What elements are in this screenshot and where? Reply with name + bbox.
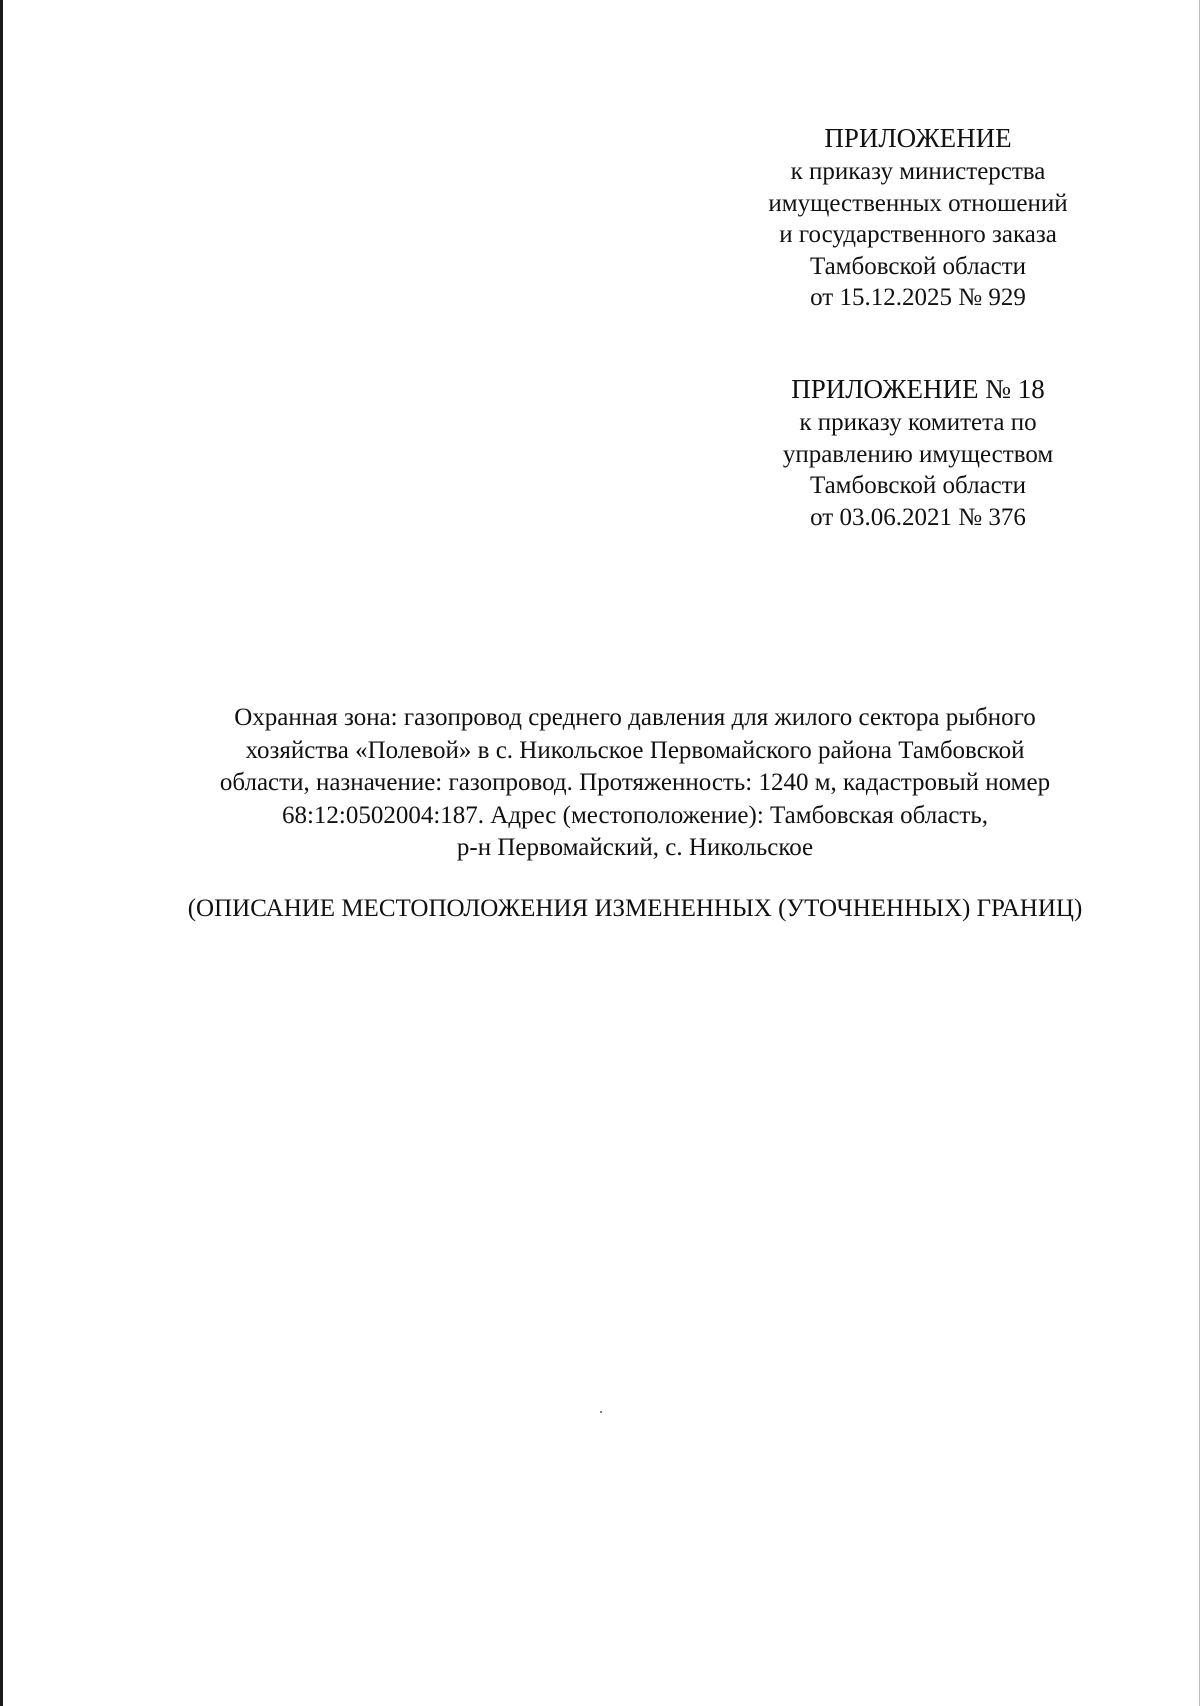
appendix-heading: ПРИЛОЖЕНИЕ № 18 xyxy=(791,374,1045,404)
appendix-order-date: от 15.12.2025 № 929 xyxy=(810,284,1026,311)
appendix-order-line: имущественных отношений xyxy=(768,189,1068,217)
subject-line: хозяйства «Полевой» в с. Никольское Первомайского района Тамбовской xyxy=(245,736,1025,764)
appendix-order-line: Тамбовской области xyxy=(809,252,1027,280)
protection-zone-description xyxy=(150,702,1120,865)
appendix-order-date: от 03.06.2021 № 376 xyxy=(810,503,1026,531)
boundary-description-title: (ОПИСАНИЕ МЕСТОПОЛОЖЕНИЯ ИЗМЕНЕННЫХ (УТОЧНЕННЫХ) ГРАНИЦ) xyxy=(187,895,1083,922)
appendix-order-line: управлению имуществом xyxy=(782,440,1054,468)
subject-line: области, назначение: газопровод. Протяженность: 1240 м, кадастровый номер xyxy=(219,769,1051,796)
appendix-block-current-order xyxy=(703,120,1133,314)
appendix-heading: ПРИЛОЖЕНИЕ xyxy=(824,123,1012,153)
appendix-order-line: к приказу министерства xyxy=(790,158,1046,185)
scan-edge-left xyxy=(0,0,3,1706)
appendix-order-line: и государственного заказа xyxy=(779,221,1057,248)
appendix-order-line: к приказу комитета по xyxy=(799,409,1037,436)
appendix-block-original-order xyxy=(703,371,1133,533)
subject-line: Охранная зона: газопровод среднего давления для жилого сектора рыбного xyxy=(234,704,1036,731)
scan-speck xyxy=(600,1411,602,1413)
appendix-order-line: Тамбовской области xyxy=(809,472,1027,499)
subject-line: 68:12:0502004:187. Адрес (местоположение): Тамбовская область, xyxy=(281,801,989,829)
subject-line: р-н Первомайский, с. Никольское xyxy=(456,834,814,861)
